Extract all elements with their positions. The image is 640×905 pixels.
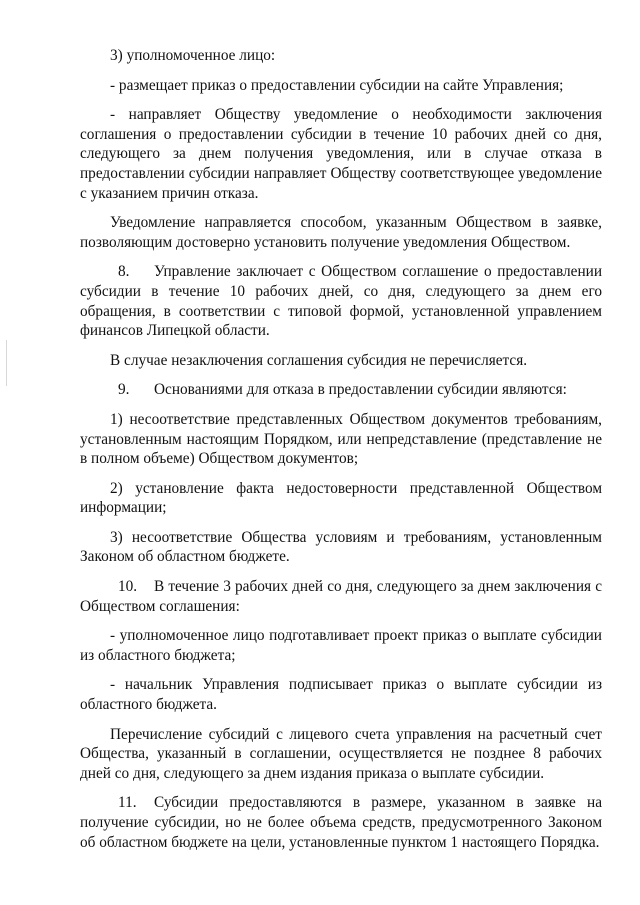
paragraph-send-notice: - направляет Обществу уведомление о необходимости заключения соглашения о предоставлении субсидии в течение 10 рабочих дней со дня, следующего за днем получения уведомления, или в случае отказа в предоставлении субсидии направляет Обществу соответствующее уведомление с указанием причин отказа. — [80, 106, 602, 202]
paragraph-reason-3: 3) несоответствие Общества условиям и требованиям, установленным Законом об областном бюджете. — [80, 528, 602, 566]
paragraph-item-10 — [80, 577, 602, 616]
item-text: В течение 3 рабочих дней со дня, следующего за днем заключения с Обществом соглашения: — [80, 578, 602, 615]
item-text: Управление заключает с Обществом соглашение о предоставлении субсидии в течение 10 рабочих дней, со дня, следующего за днем его обращения, в соответствии с типовой формой, установленной управлением финансов Липецкой области. — [80, 263, 602, 340]
paragraph-notice-method: Уведомление направляется способом, указанным Обществом в заявке, позволяющим достоверно установить получение уведомления Обществом. — [80, 214, 602, 251]
paragraph-item-8 — [80, 262, 602, 340]
paragraph-reason-1: 1) несоответствие представленных Обществом документов требованиям, установленным настоящим Порядком, или непредставление (представление не в полном объеме) Обществом документов; — [80, 410, 602, 468]
paragraph-item-11 — [80, 793, 602, 852]
item-text: Субсидии предоставляются в размере, указанном в заявке на получение субсидии, но не более объема средств, предусмотренного Законом об областном бюджете на цели, установленные пунктом 1 настоящего Порядка. — [80, 794, 602, 851]
paragraph-authorized-person-heading: 3) уполномоченное лицо: — [110, 47, 276, 64]
scan-artifact — [6, 340, 7, 386]
paragraph-prepare-order: - уполномоченное лицо подготавливает проект приказ о выплате субсидии из областного бюджета; — [80, 627, 602, 664]
paragraph-reason-2: 2) установление факта недостоверности представленной Обществом информации; — [80, 479, 602, 517]
item-number: 11. — [118, 794, 137, 812]
paragraph-sign-order: - начальник Управления подписывает приказ о выплате субсидии из областного бюджета. — [80, 676, 602, 714]
item-number: 10. — [118, 578, 138, 596]
item-text: Основаниями для отказа в предоставлении субсидии являются: — [154, 381, 567, 399]
item-number: 8. — [118, 263, 130, 281]
paragraph-publish-order: - размещает приказ о предоставлении субсидии на сайте Управления; — [110, 76, 564, 94]
item-number: 9. — [118, 381, 130, 399]
paragraph-no-agreement: В случае незаключения соглашения субсидия не перечисляется. — [110, 351, 528, 369]
paragraph-item-9 — [80, 380, 602, 400]
paragraph-transfer: Перечисление субсидий с лицевого счета управления на расчетный счет Общества, указанный в соглашении, осуществляется не позднее 8 рабочих дней со дня, следующего за днем издания приказа о выплате субсидии. — [80, 725, 602, 782]
